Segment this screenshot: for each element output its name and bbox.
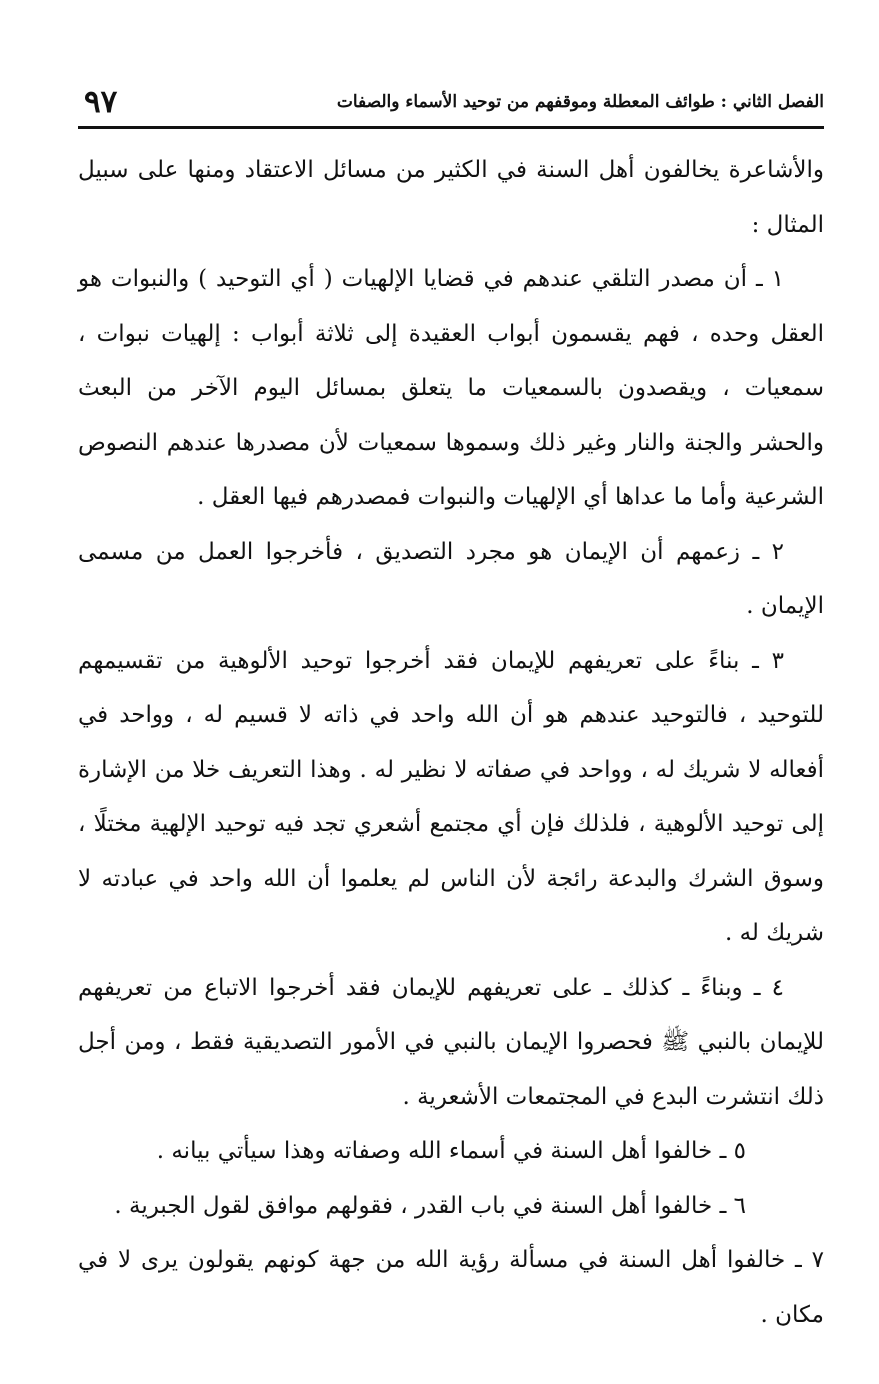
point-5-paragraph: ٥ ـ خالفوا أهل السنة في أسماء الله وصفاته وهذا سيأتي بيانه .	[156, 1138, 746, 1164]
page-header	[78, 82, 824, 126]
running-title: الفصل الثاني : طوائف المعطلة وموقفهم من توحيد الأسماء والصفات	[336, 92, 824, 112]
intro-paragraph: والأشاعرة يخالفون أهل السنة في الكثير من مسائل الاعتقاد ومنها على سبيل المثال :	[78, 157, 824, 238]
point-2-paragraph: ٢ ـ زعمهم أن الإيمان هو مجرد التصديق ، فأخرجوا العمل من مسمى الإيمان .	[78, 538, 824, 619]
page-number: ٩٧	[84, 84, 118, 120]
point-4-paragraph: ٤ ـ وبناءً ـ كذلك ـ على تعريفهم للإيمان فقد أخرجوا الاتباع من تعريفهم للإيمان بالنبي ﷺ فحصروا الإيمان بالنبي في الأمور التصديقية فقط ، ومن أجل ذلك انتشرت البدع في المجتمعات الأشعرية .	[78, 974, 824, 1110]
body-text	[78, 143, 824, 1342]
point-7-paragraph: ٧ ـ خالفوا أهل السنة في مسألة رؤية الله من جهة كونهم يقولون يرى لا في مكان .	[78, 1247, 824, 1328]
point-6-paragraph: ٦ ـ خالفوا أهل السنة في باب القدر ، فقولهم موافق لقول الجبرية .	[114, 1192, 746, 1219]
point-1-paragraph: ١ ـ أن مصدر التلقي عندهم في قضايا الإلهيات ( أي التوحيد ) والنبوات هو العقل وحده ، فهم يقسمون أبواب العقيدة إلى ثلاثة أبواب : إلهيات نبوات ، سمعيات ، ويقصدون بالسمعيات ما يتعلق بمسائل اليوم الآخر من البعث والحشر والجنة والنار وغير ذلك وسموها سمعيات لأن مصدرها عندهم النصوص الشرعية وأما ما عداها أي الإلهيات والنبوات فمصدرهم فيها العقل .	[78, 266, 824, 510]
point-3-paragraph: ٣ ـ بناءً على تعريفهم للإيمان فقد أخرجوا توحيد الألوهية من تقسيمهم للتوحيد ، فالتوحيد عندهم هو أن الله واحد في ذاته لا قسيم له ، وواحد في أفعاله لا شريك له ، وواحد في صفاته لا نظير له . وهذا التعريف خلا من الإشارة إلى توحيد الألوهية ، فلذلك فإن أي مجتمع أشعري تجد فيه توحيد الإلهية مختلًا ، وسوق الشرك والبدعة رائجة لأن الناس لم يعلموا أن الله واحد في عبادته لا شريك له .	[78, 647, 824, 946]
book-page	[78, 82, 824, 1342]
header-rule	[78, 126, 824, 129]
